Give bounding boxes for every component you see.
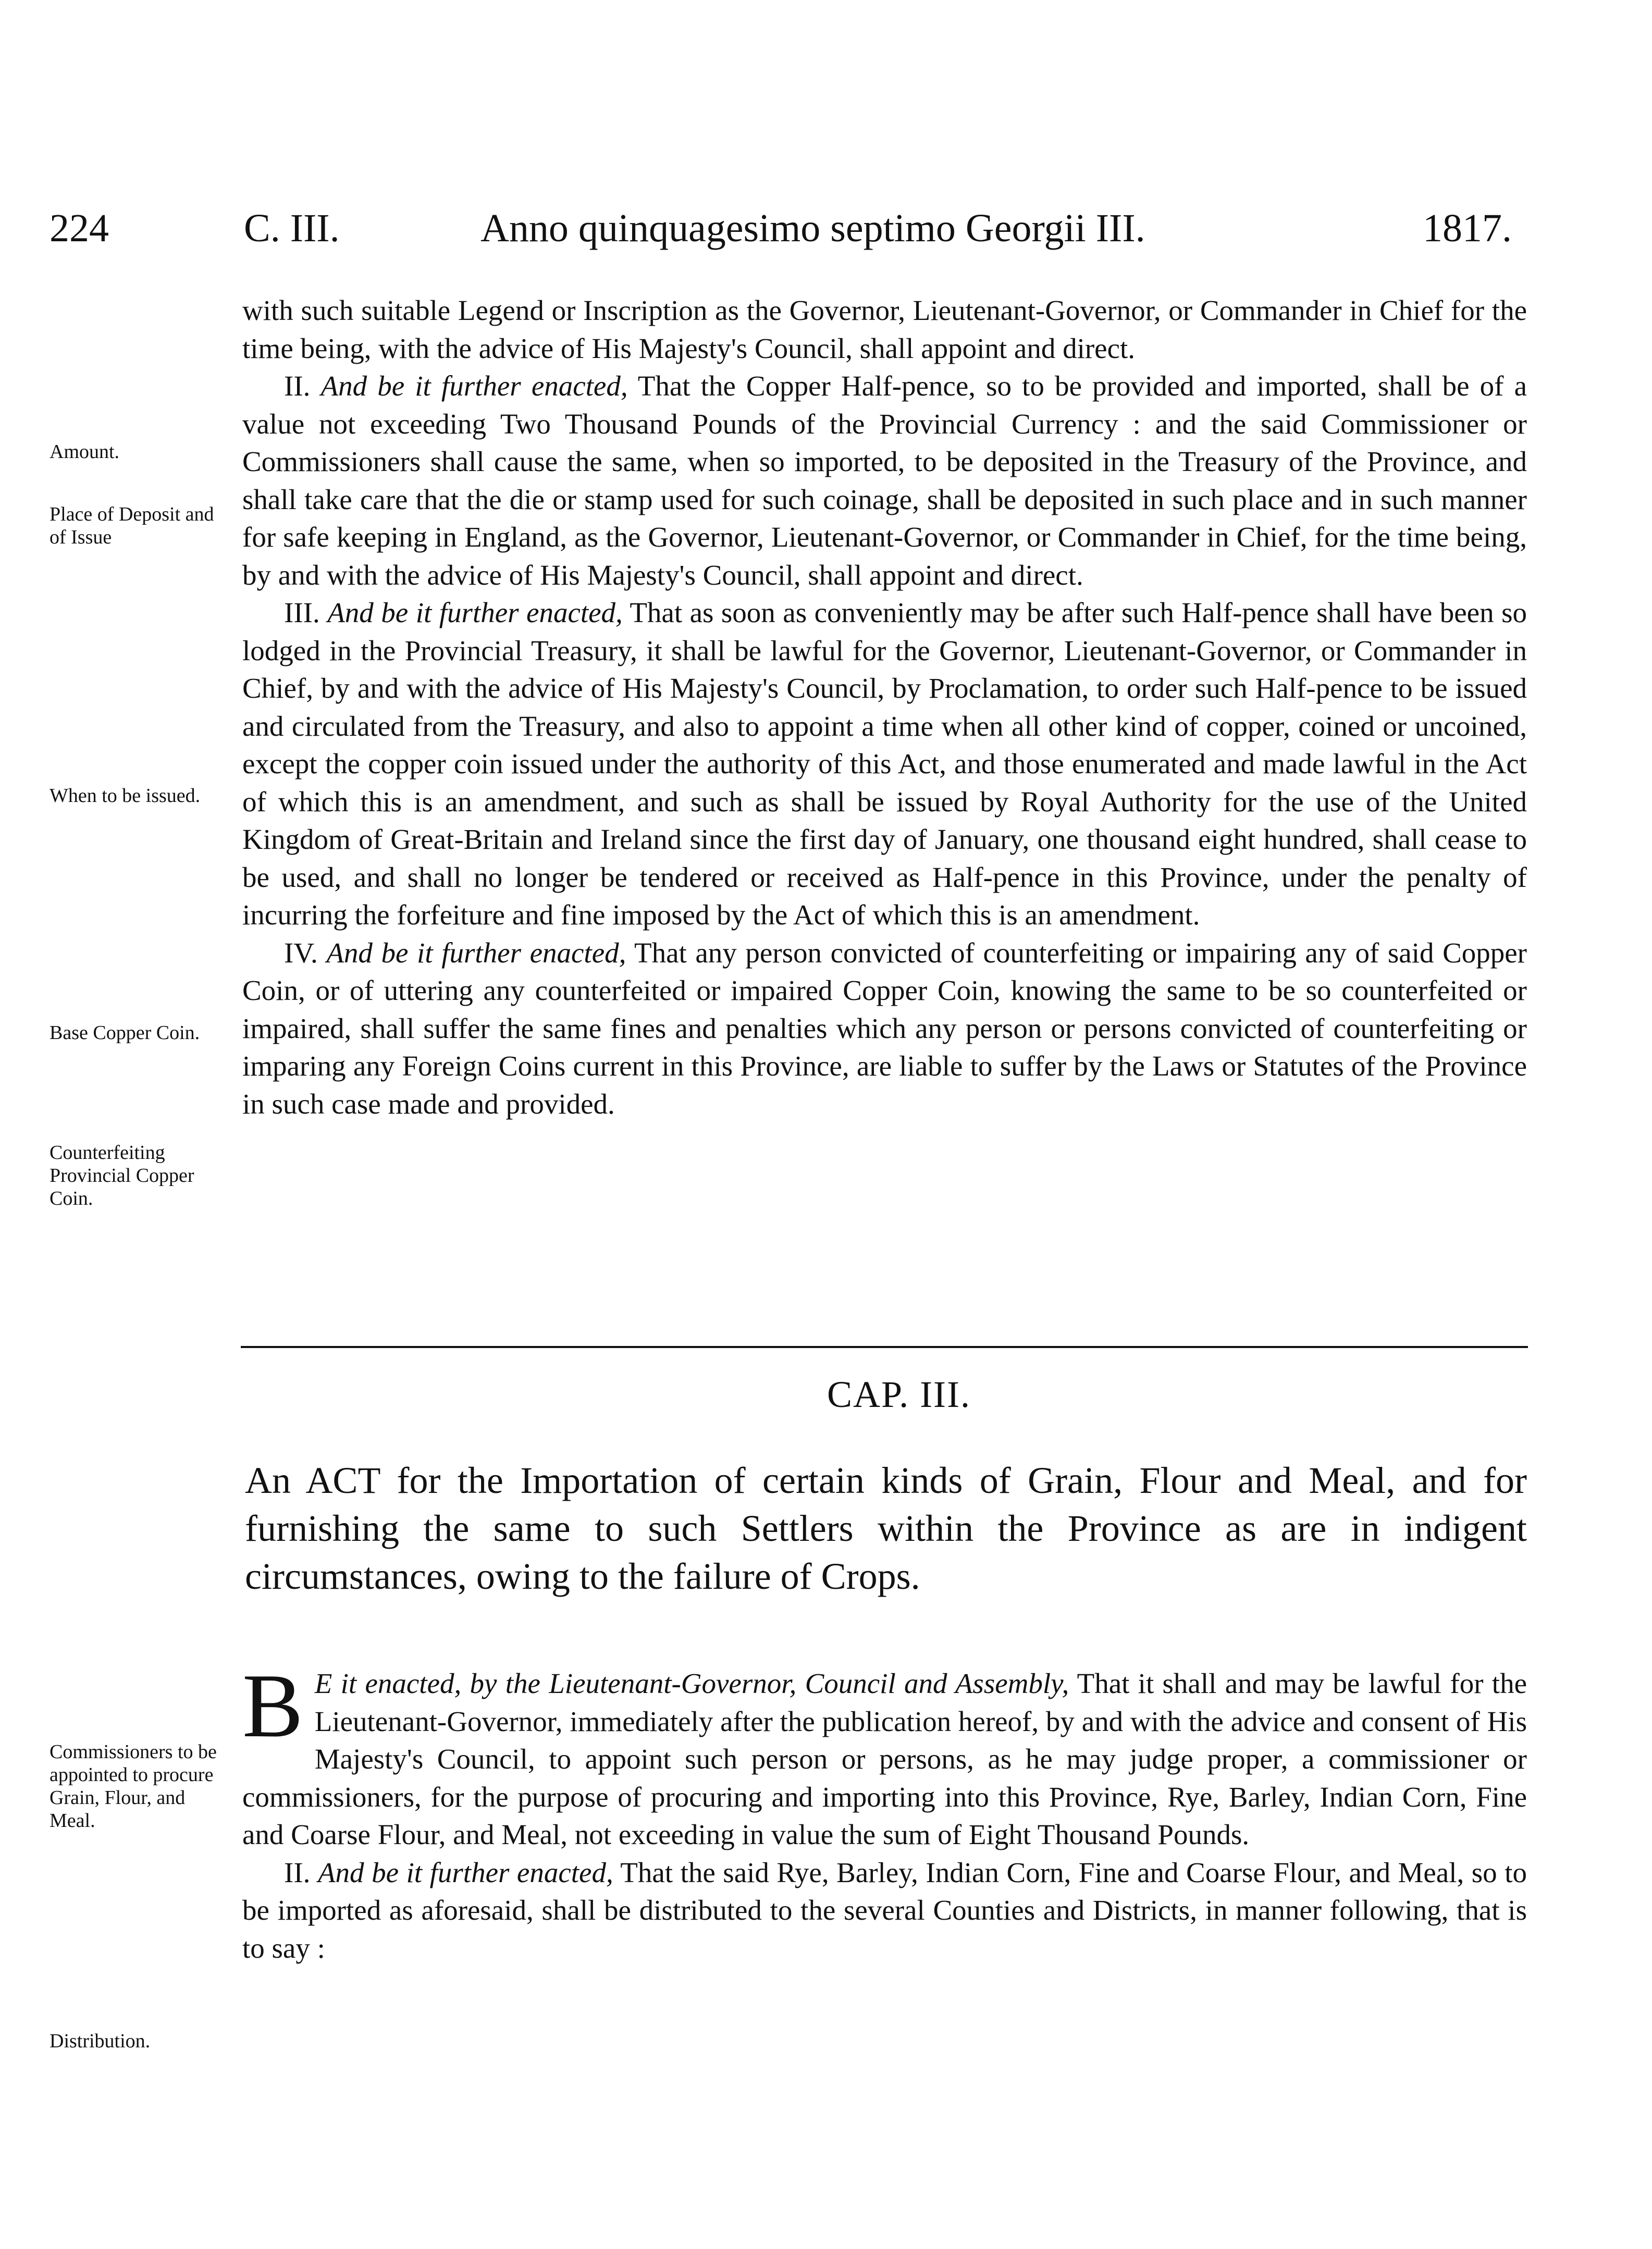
act-title bbox=[245, 1456, 1527, 1600]
section-text: That the Copper Half-pence, so to be provided and imported, shall be of a value not exceeding Two Thousand Pounds of the Provincial Currency : and the said Commissioner or Commissioners shall cause the same, when so imported, to be deposited in the Treasury of the Province, and shall take care that the die or stamp used for such coinage, shall be deposited in such place and in such manner for safe keeping in England, as the Governor, Lieutenant-Governor, or Commander in Chief, for the time being, by and with the advice of His Majesty's Council, shall appoint and direct. bbox=[242, 370, 1527, 591]
drop-cap: B bbox=[242, 1655, 303, 1756]
section-2b-paragraph bbox=[242, 1854, 1527, 1968]
chapter-label: C. III. bbox=[244, 206, 340, 250]
section-number: IV. bbox=[284, 936, 318, 969]
enacting-paragraph bbox=[242, 1655, 1527, 1854]
section-text: That any person convicted of counterfeiting or impairing any of said Copper Coin, or of uttering any counterfeited or impaired Copper Coin, knowing the same to be so counterfeited or impaired, shall suffer the same fines and penalties which any person or persons convicted of counterfeiting or imparing any Foreign Coins current in this Province, are liable to suffer by the Laws or Statutes of the Province in such case made and provided. bbox=[242, 936, 1527, 1120]
section-text: That it shall and may be lawful for the Lieutenant-Governor, immediately after the publication hereof, by and with the advice and consent of His Majesty's Council, to appoint such person or persons, as he may judge proper, a commissioner or commissioners, for the purpose of procuring and importing into this Province, Rye, Barley, Indian Corn, Fine and Coarse Flour, and Meal, not exceeding in value the sum of Eight Thousand Pounds. bbox=[242, 1667, 1527, 1850]
page-number: 224 bbox=[50, 206, 109, 250]
margin-note-distribution: Distribution. bbox=[50, 2030, 151, 2052]
enacting-clause: And be it further enacted, bbox=[317, 1856, 613, 1888]
enacting-clause: And be it further enacted, bbox=[320, 370, 628, 402]
section-number: II. bbox=[284, 370, 311, 402]
enacting-clause: And be it further enacted, bbox=[326, 936, 626, 969]
section-number: II. bbox=[284, 1856, 311, 1888]
running-header bbox=[0, 206, 1652, 263]
margin-note-when-issued: When to be issued. bbox=[50, 785, 201, 807]
section-text: That the said Rye, Barley, Indian Corn, Fine and Coarse Flour, and Meal, so to be imported as aforesaid, shall be distributed to the several Counties and Districts, in manner following, that is to say : bbox=[242, 1856, 1527, 1964]
margin-note-counterfeiting: Counterfeiting Provincial Copper Coin. bbox=[50, 1142, 194, 1209]
margin-note-amount: Amount. bbox=[50, 441, 120, 463]
running-title: Anno quinquagesimo septimo Georgii III. bbox=[480, 206, 1145, 250]
margin-note-place-of-deposit: Place of Deposit and of Issue bbox=[50, 503, 214, 548]
section-2-paragraph bbox=[242, 367, 1527, 594]
section-4-paragraph bbox=[242, 934, 1527, 1123]
section-divider bbox=[241, 1346, 1528, 1348]
body-text-upper bbox=[242, 292, 1527, 1123]
body-text-lower bbox=[242, 1655, 1527, 1967]
section-number: III. bbox=[284, 597, 320, 628]
enacting-clause: E it enacted, by the Lieutenant-Governor, Council and Assembly, bbox=[314, 1667, 1069, 1699]
margin-note-base-copper: Base Copper Coin. bbox=[50, 1022, 200, 1044]
cap-heading: CAP. III. bbox=[827, 1374, 971, 1415]
year: 1817. bbox=[1423, 206, 1512, 250]
section-text: That as soon as conveniently may be after such Half-pence shall have been so lodged in the Provincial Treasury, it shall be lawful for the Governor, Lieutenant-Governor, or Commander in Chief, by and with the advice of His Majesty's Council, by Proclamation, to order such Half-pence to be issued and circulated from the Treasury, and also to appoint a time when all other kind of copper, coined or uncoined, except the copper coin issued under the authority of this Act, and those enumerated and made lawful in the Act of which this is an amendment, and such as shall be issued by Royal Authority for the use of the United Kingdom of Great-Britain and Ireland since the first day of January, one thousand eight hundred, shall cease to be used, and shall no longer be tendered or received as Half-pence in this Province, under the penalty of incurring the forfeiture and fine imposed by the Act of which this is an amendment. bbox=[242, 597, 1527, 931]
margin-note-commissioners: Commissioners to be appointed to procure Grain, Flour, and Meal. bbox=[50, 1741, 217, 1832]
act-title-text: An ACT for the Importation of certain kinds of Grain, Flour and Meal, and for furnishing the same to such Settlers within the Province as are in indigent circumstances, owing to the failure of Crops. bbox=[245, 1460, 1527, 1597]
section-3-paragraph bbox=[242, 594, 1527, 934]
enacting-clause: And be it further enacted, bbox=[327, 597, 623, 628]
continuation-paragraph: with such suitable Legend or Inscription as the Governor, Lieutenant-Governor, or Commander in Chief for the time being, with the advice of His Majesty's Council, shall appoint and direct. bbox=[242, 294, 1527, 364]
